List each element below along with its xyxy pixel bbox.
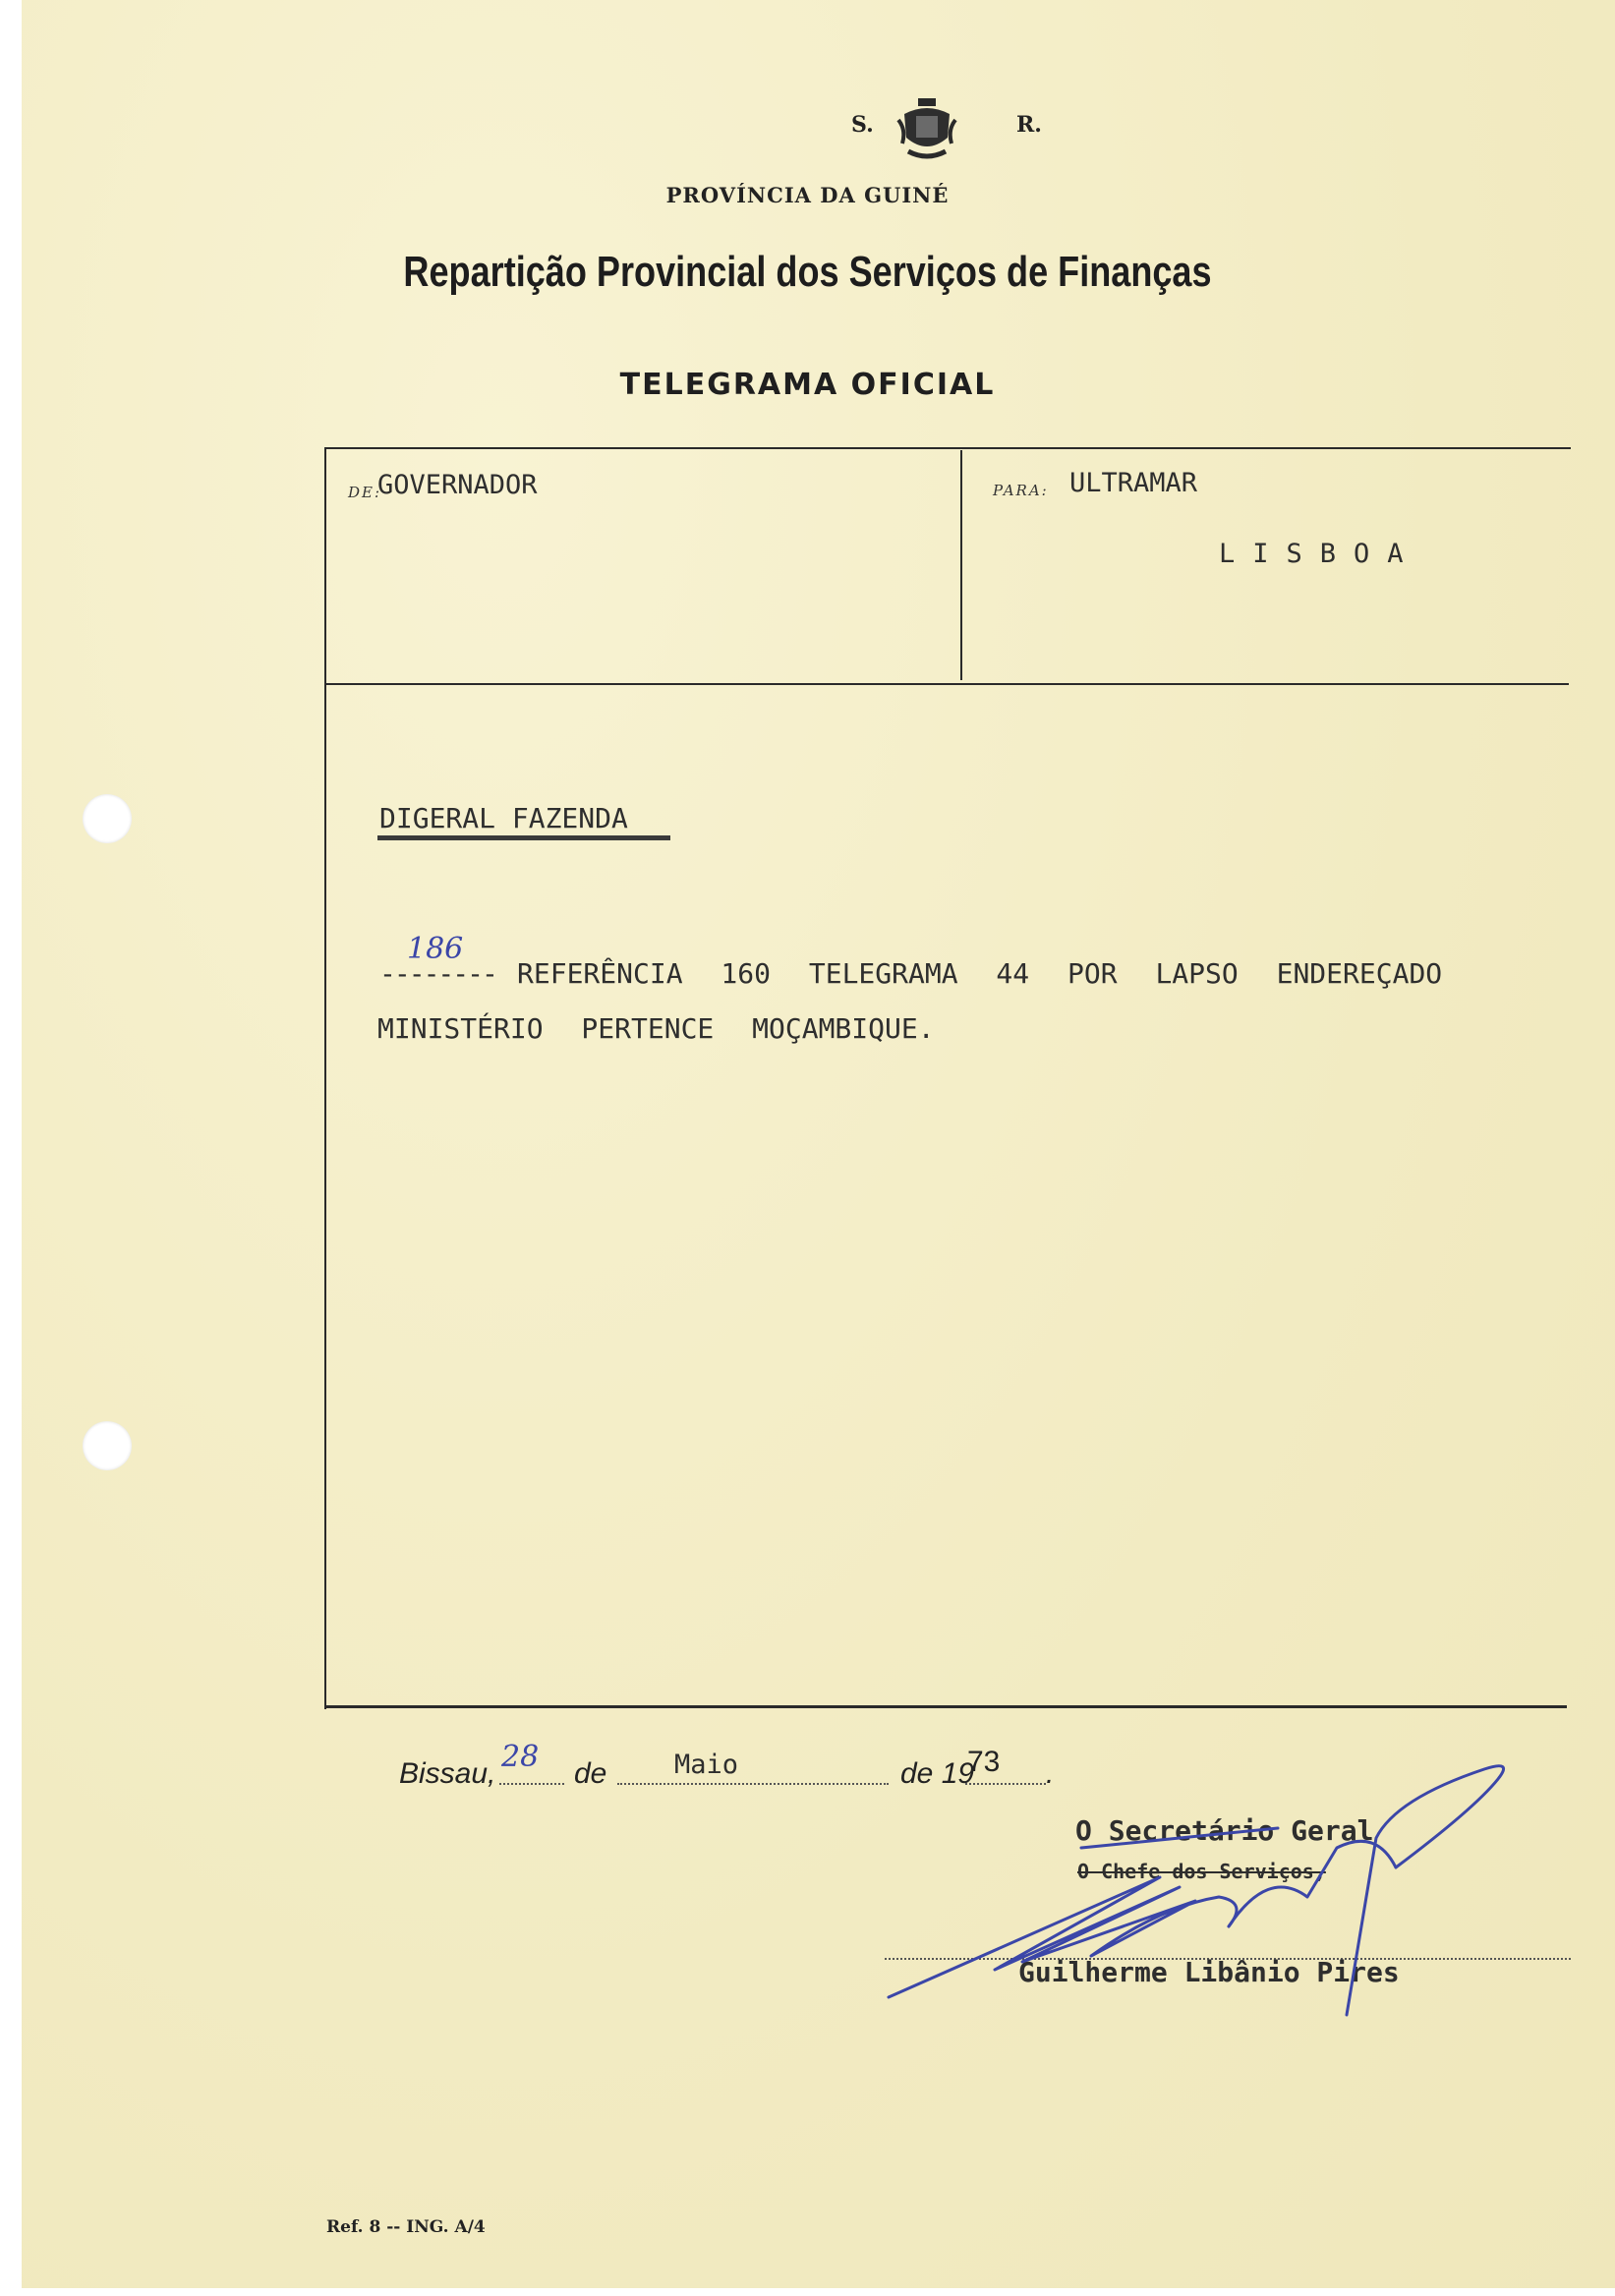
handwritten-number: 186 <box>407 932 464 966</box>
year-dotline <box>965 1783 1046 1785</box>
signatory-title: O Secretário Geral <box>1075 1814 1374 1847</box>
de-word-1: de <box>574 1757 607 1790</box>
message-line-2: MINISTÉRIO PERTENCE MOÇAMBIQUE. <box>377 1012 935 1045</box>
message-line-1: REFERÊNCIA 160 TELEGRAMA 44 POR LAPSO ENDEREÇADO <box>517 957 1443 990</box>
address-bottom-rule <box>326 683 1569 685</box>
signatory-name: Guilherme Libânio Pires <box>1018 1956 1400 1988</box>
telegram-form-page <box>22 0 1615 2288</box>
form-reference: Ref. 8 -- ING. A/4 <box>326 2217 486 2237</box>
box-bottom-rule <box>326 1705 1567 1708</box>
right-letter: R. <box>1016 112 1042 138</box>
leading-dashes: -------- <box>379 957 496 990</box>
box-divider-rule <box>960 450 962 680</box>
dateline-end: . <box>1046 1757 1055 1790</box>
city-value: LISBOA <box>1219 539 1421 569</box>
to-value: ULTRAMAR <box>1069 468 1198 498</box>
year-value: 73 <box>967 1746 1001 1778</box>
addressee: DIGERAL FAZENDA <box>379 802 628 834</box>
punch-hole-top <box>83 794 132 843</box>
day-dotline <box>499 1783 564 1785</box>
struck-title: O Chefe dos Serviços, <box>1077 1860 1326 1883</box>
to-label: PARA: <box>993 482 1049 499</box>
month-dotline <box>617 1783 889 1785</box>
addressee-underline <box>377 835 670 840</box>
box-left-rule <box>324 447 326 1709</box>
left-letter: S. <box>851 112 874 138</box>
de-word-2: de 19 <box>900 1757 975 1790</box>
coat-of-arms-icon <box>896 94 957 163</box>
from-value: GOVERNADOR <box>377 470 538 500</box>
month-value: Maio <box>674 1750 739 1780</box>
box-top-rule <box>324 447 1571 449</box>
place: Bissau, <box>399 1757 496 1790</box>
form-title: TELEGRAMA OFICIAL <box>619 368 996 402</box>
province-title: PROVÍNCIA DA GUINÉ <box>665 183 950 207</box>
department-title: Repartição Provincial dos Serviços de Finanças <box>403 248 1212 296</box>
punch-hole-bottom <box>83 1421 132 1470</box>
from-label: DE: <box>348 484 382 501</box>
day-value: 28 <box>501 1740 540 1774</box>
